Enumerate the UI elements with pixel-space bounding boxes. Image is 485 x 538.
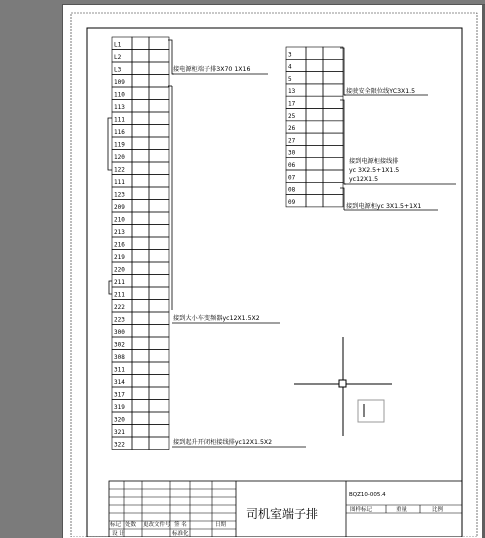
left-terminal-cell <box>149 387 169 400</box>
inner-border <box>87 28 462 537</box>
note-power-terminal: 接电源柜端子排3X70 1X16 <box>173 66 251 73</box>
right-connection-notes <box>340 48 456 210</box>
left-terminal-row <box>112 337 169 350</box>
note-power-cabinet: 接到电源柜yc 3X1.5+1X1 <box>346 203 422 210</box>
left-terminal-label: L1 <box>114 41 122 49</box>
left-terminal-cell <box>132 175 149 188</box>
right-terminal-strip <box>286 47 343 207</box>
left-terminal-label: 219 <box>114 254 125 261</box>
left-terminal-cell <box>132 375 149 388</box>
left-terminal-row <box>112 225 169 238</box>
left-terminal-cell <box>132 50 149 63</box>
right-terminal-cell <box>306 84 323 96</box>
right-terminal-label: 09 <box>288 198 296 206</box>
left-terminal-cell <box>149 275 169 288</box>
left-terminal-label: 302 <box>114 341 125 349</box>
right-terminal-row <box>286 109 343 121</box>
left-terminal-cell <box>132 237 149 250</box>
right-terminal-cell <box>306 158 323 170</box>
left-terminal-row <box>112 237 169 250</box>
left-terminal-label: 322 <box>114 441 125 449</box>
left-terminal-row <box>112 62 169 75</box>
left-terminal-cell <box>149 262 169 275</box>
left-terminal-cell <box>149 312 169 325</box>
left-terminal-label: 116 <box>114 129 125 136</box>
left-terminal-row <box>112 250 169 263</box>
left-terminal-cell <box>149 100 169 113</box>
right-terminal-cell <box>323 158 343 170</box>
right-terminal-cell <box>323 145 343 157</box>
left-terminal-cell <box>132 400 149 413</box>
right-terminal-label: 3 <box>288 51 292 59</box>
left-terminal-cell <box>149 362 169 375</box>
left-terminal-cell <box>132 187 149 200</box>
label-count: 处数 <box>125 522 137 528</box>
right-terminal-cell <box>306 72 323 84</box>
left-terminal-cell <box>149 150 169 163</box>
left-terminal-row <box>112 112 169 125</box>
left-terminal-row <box>112 387 169 400</box>
note-safety-limit: 接驶安全限位线YC3X1.5 <box>346 88 416 95</box>
right-terminal-row <box>286 121 343 133</box>
label-standardization: 标准化 <box>172 531 189 537</box>
left-terminal-row <box>112 137 169 150</box>
right-terminal-row <box>286 145 343 157</box>
left-terminal-cell <box>149 237 169 250</box>
left-terminal-row <box>112 100 169 113</box>
left-terminal-row <box>112 275 169 288</box>
left-terminal-cell <box>149 400 169 413</box>
left-terminal-row <box>112 262 169 275</box>
left-terminal-row <box>112 287 169 300</box>
label-design: 设 计 <box>112 531 125 537</box>
left-terminal-label: 308 <box>114 354 125 361</box>
right-terminal-cell <box>306 109 323 121</box>
left-terminal-label: 119 <box>114 141 125 149</box>
right-terminal-cell <box>323 47 343 59</box>
left-terminal-label: 113 <box>114 104 125 111</box>
left-terminal-cell <box>149 225 169 238</box>
left-terminal-row <box>112 162 169 175</box>
label-change-doc: 更改文件号 <box>143 522 171 528</box>
label-mark: 标记 <box>110 522 122 528</box>
left-terminal-cell <box>132 425 149 438</box>
left-terminal-cell <box>149 125 169 138</box>
left-terminal-label: 111 <box>114 116 125 124</box>
right-terminal-cell <box>323 182 343 194</box>
text-edit-box[interactable] <box>358 400 384 422</box>
left-terminal-cell <box>149 175 169 188</box>
left-terminal-cell <box>149 350 169 363</box>
left-terminal-row <box>112 187 169 200</box>
right-terminal-label: 13 <box>288 88 296 96</box>
right-terminal-row <box>286 72 343 84</box>
left-terminal-cell <box>149 162 169 175</box>
left-terminal-label: L3 <box>114 66 122 74</box>
left-terminal-cell <box>149 437 169 450</box>
left-terminal-label: 123 <box>114 191 125 199</box>
right-terminal-cell <box>323 170 343 182</box>
left-terminal-label: 319 <box>114 404 125 411</box>
left-terminal-row <box>112 125 169 138</box>
left-terminal-row <box>112 50 169 63</box>
left-terminal-label: 111 <box>114 179 125 186</box>
left-terminal-cell <box>149 425 169 438</box>
left-terminal-cell <box>132 137 149 150</box>
left-terminal-row <box>112 350 169 363</box>
right-terminal-cell <box>306 182 323 194</box>
left-terminal-cell <box>132 312 149 325</box>
left-terminal-label: 220 <box>114 266 125 274</box>
left-terminal-row <box>112 362 169 375</box>
right-terminal-cell <box>323 121 343 133</box>
left-terminal-cell <box>149 337 169 350</box>
left-terminal-cell <box>132 337 149 350</box>
left-terminal-label: 120 <box>114 154 125 161</box>
left-terminal-label: 320 <box>114 416 125 424</box>
right-terminal-row <box>286 195 343 207</box>
right-terminal-cell <box>306 145 323 157</box>
left-terminal-label: 300 <box>114 329 125 336</box>
left-terminal-cell <box>132 300 149 313</box>
right-terminal-label: 5 <box>288 75 292 83</box>
right-terminal-row <box>286 84 343 96</box>
left-terminal-cell <box>132 162 149 175</box>
left-terminal-label: 314 <box>114 379 125 386</box>
left-terminal-cell <box>132 125 149 138</box>
left-terminal-cell <box>132 437 149 450</box>
label-scale: 比例 <box>432 507 444 513</box>
left-terminal-cell <box>132 62 149 75</box>
left-terminal-cell <box>149 62 169 75</box>
left-terminal-row <box>112 437 169 450</box>
left-terminal-label: 109 <box>114 79 125 86</box>
right-terminal-label: 26 <box>288 125 296 133</box>
right-terminal-cell <box>306 133 323 145</box>
left-terminal-cell <box>132 387 149 400</box>
left-terminal-row <box>112 300 169 313</box>
left-terminal-cell <box>132 287 149 300</box>
right-terminal-cell <box>323 133 343 145</box>
note-trolley-inverter: 接到大小车变频器yc12X1.5X2 <box>173 315 260 322</box>
right-terminal-label: 07 <box>288 174 296 182</box>
left-terminal-cell <box>132 87 149 100</box>
left-terminal-row <box>112 37 169 50</box>
left-terminal-cell <box>132 262 149 275</box>
left-terminal-cell <box>149 50 169 63</box>
left-terminal-cell <box>132 75 149 88</box>
left-terminal-label: 209 <box>114 204 125 211</box>
left-terminal-row <box>112 325 169 338</box>
left-terminal-cell <box>149 325 169 338</box>
right-terminal-cell <box>306 195 323 207</box>
left-terminal-cell <box>132 275 149 288</box>
right-terminal-label: 17 <box>288 100 296 108</box>
left-terminal-cell <box>149 112 169 125</box>
left-terminal-row <box>112 150 169 163</box>
right-terminal-label: 25 <box>288 112 296 120</box>
left-connection-notes <box>108 40 306 447</box>
right-terminal-label: 4 <box>288 63 292 71</box>
right-terminal-label: 06 <box>288 162 296 169</box>
left-terminal-row <box>112 400 169 413</box>
label-date: 日期 <box>215 522 227 528</box>
left-terminal-label: 222 <box>114 304 125 311</box>
left-terminal-strip <box>112 37 169 450</box>
left-terminal-cell <box>132 37 149 50</box>
left-terminal-label: 216 <box>114 241 125 249</box>
left-terminal-label: 317 <box>114 391 125 399</box>
left-terminal-label: 321 <box>114 429 125 436</box>
left-terminal-label: L2 <box>114 54 122 61</box>
left-terminal-label: 211 <box>114 279 125 286</box>
left-terminal-row <box>112 375 169 388</box>
label-signature: 签 名 <box>174 522 187 528</box>
left-terminal-label: 311 <box>114 366 125 374</box>
right-terminal-cell <box>306 59 323 71</box>
note-hoist-cabinet: 接到起升开闭柜接线排yc12X1.5X2 <box>173 439 273 446</box>
left-terminal-cell <box>132 150 149 163</box>
right-terminal-row <box>286 47 343 59</box>
left-terminal-cell <box>149 75 169 88</box>
left-terminal-cell <box>132 200 149 213</box>
left-terminal-cell <box>149 37 169 50</box>
left-terminal-cell <box>132 412 149 425</box>
left-terminal-cell <box>132 225 149 238</box>
right-terminal-cell <box>306 47 323 59</box>
left-terminal-row <box>112 175 169 188</box>
left-terminal-cell <box>132 212 149 225</box>
right-terminal-label: 08 <box>288 186 296 194</box>
left-terminal-row <box>112 312 169 325</box>
title-block <box>109 481 462 537</box>
right-terminal-row <box>286 59 343 71</box>
left-terminal-label: 213 <box>114 229 125 236</box>
right-terminal-cell <box>323 195 343 207</box>
left-terminal-label: 210 <box>114 216 125 224</box>
label-stage-mark: 图样标记 <box>350 507 373 513</box>
left-terminal-cell <box>149 412 169 425</box>
right-terminal-cell <box>323 109 343 121</box>
right-terminal-row <box>286 133 343 145</box>
left-terminal-label: 122 <box>114 166 125 174</box>
drawing-title: 司机室端子排 <box>246 507 319 521</box>
left-terminal-cell <box>149 375 169 388</box>
right-terminal-cell <box>323 59 343 71</box>
left-terminal-label: 223 <box>114 316 125 324</box>
left-terminal-cell <box>132 362 149 375</box>
left-terminal-cell <box>132 100 149 113</box>
left-terminal-cell <box>149 287 169 300</box>
left-terminal-cell <box>132 250 149 263</box>
left-terminal-row <box>112 412 169 425</box>
drawing-number: BQZ10-005.4 <box>349 492 386 498</box>
left-terminal-cell <box>149 250 169 263</box>
right-terminal-cell <box>306 96 323 108</box>
note-power-line-3: yc12X1.5 <box>349 176 379 183</box>
left-terminal-row <box>112 200 169 213</box>
right-terminal-label: 30 <box>288 149 296 157</box>
left-terminal-cell <box>149 212 169 225</box>
left-terminal-cell <box>149 137 169 150</box>
left-terminal-cell <box>132 350 149 363</box>
right-terminal-row <box>286 158 343 170</box>
label-weight: 重量 <box>396 507 408 513</box>
right-terminal-row <box>286 170 343 182</box>
left-terminal-cell <box>149 87 169 100</box>
right-terminal-row <box>286 182 343 194</box>
left-terminal-row <box>112 425 169 438</box>
left-terminal-cell <box>149 300 169 313</box>
note-power-line-2: yc 3X2.5+1X1.5 <box>349 167 400 174</box>
left-terminal-row <box>112 75 169 88</box>
right-terminal-cell <box>306 170 323 182</box>
left-terminal-row <box>112 87 169 100</box>
left-terminal-cell <box>149 187 169 200</box>
left-terminal-cell <box>149 200 169 213</box>
left-terminal-label: 211 <box>114 291 125 299</box>
right-terminal-cell <box>323 96 343 108</box>
note-power-line-1: 接到电源柜接线排 <box>349 158 399 165</box>
right-terminal-cell <box>323 72 343 84</box>
right-terminal-cell <box>306 121 323 133</box>
right-terminal-cell <box>323 84 343 96</box>
right-terminal-label: 27 <box>288 137 296 145</box>
left-terminal-cell <box>132 112 149 125</box>
right-terminal-row <box>286 96 343 108</box>
left-terminal-label: 110 <box>114 91 125 99</box>
left-terminal-row <box>112 212 169 225</box>
left-terminal-cell <box>132 325 149 338</box>
